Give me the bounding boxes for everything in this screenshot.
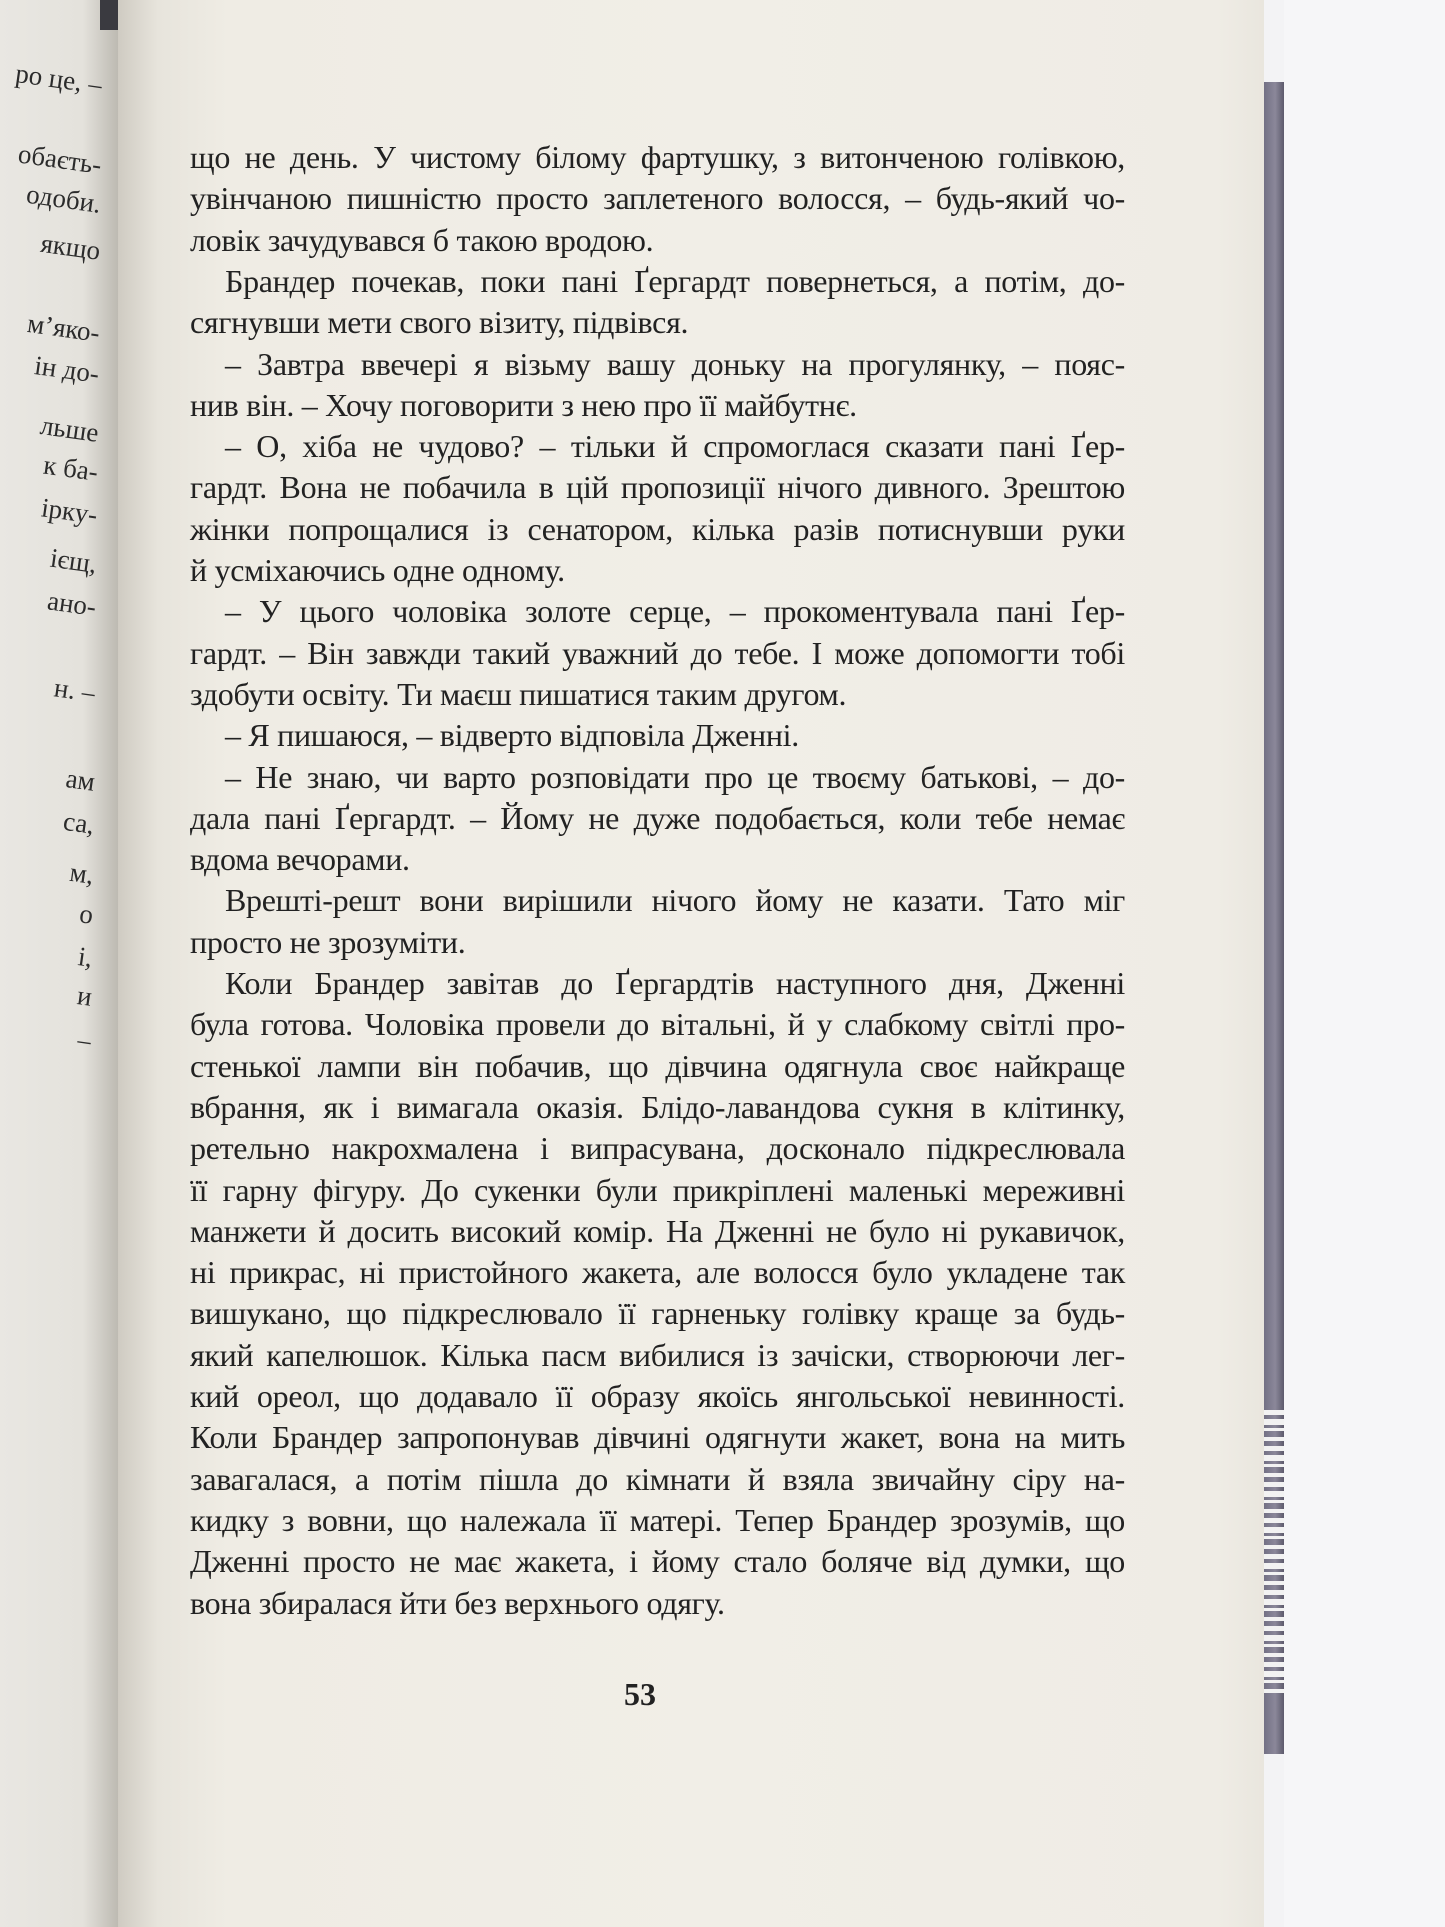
barcode-bar xyxy=(1262,1572,1284,1575)
left-page-fragment: ро це, – xyxy=(13,58,105,100)
left-page-fragment: якщо xyxy=(38,227,103,266)
left-page-fragment: н. – xyxy=(52,672,98,708)
page-number: 53 xyxy=(624,1676,656,1712)
barcode-bar xyxy=(1262,1482,1284,1487)
barcode-bar xyxy=(1262,1464,1284,1467)
barcode-bar xyxy=(1262,1599,1284,1605)
text-line: Коли Брандер запропонував дівчині одягнути жакет, вона на мить xyxy=(190,1419,1125,1456)
barcode-bar xyxy=(1262,1410,1284,1415)
barcode-bar xyxy=(1262,1581,1284,1585)
text-line: кий ореол, що додавало її образу якоїсь янгольської невинності. xyxy=(190,1378,1125,1414)
left-page-fragment: ірку- xyxy=(39,492,100,530)
barcode-bar xyxy=(1262,1635,1284,1641)
text-line: ні прикрас, ні пристойного жакета, але волосся було укладене так xyxy=(190,1254,1125,1291)
barcode-bar xyxy=(1262,1437,1284,1441)
text-line: який капелюшок. Кілька пасм вибилися із зачіски, створюючи лег- xyxy=(190,1336,1125,1373)
barcode-bar xyxy=(1262,1491,1284,1497)
left-page-fragment: са, xyxy=(61,805,97,840)
left-page-fragment: и xyxy=(75,980,94,1012)
barcode-bar xyxy=(1262,1680,1284,1683)
text-line: нив він. – Хочу поговорити з нею про її майбутнє. xyxy=(190,386,857,423)
text-line: ретельно накрохмалена і випрасувана, досконало підкреслювала xyxy=(190,1130,1125,1167)
text-line: манжети й досить високий комір. На Дженні не було ні рукавичок, xyxy=(190,1212,1125,1249)
text-line: кидку з вовни, що належала її матері. Тепер Брандер зрозумів, що xyxy=(190,1501,1125,1538)
barcode-bar xyxy=(1262,1626,1284,1631)
left-page-fragment: м, xyxy=(67,856,96,890)
barcode-bar xyxy=(1262,1428,1284,1431)
barcode-bar xyxy=(1262,1653,1284,1657)
left-page-fragment: ін до- xyxy=(32,350,102,389)
barcode-bar xyxy=(1262,1446,1284,1451)
left-page-fragment: ано- xyxy=(45,585,99,622)
text-line: вдома вечорами. xyxy=(190,841,410,878)
barcode-bar xyxy=(1262,1536,1284,1539)
barcode-bar xyxy=(1262,1500,1284,1503)
barcode-bar xyxy=(1262,1644,1284,1647)
text-line: стенької лампи він побачив, що дівчина одягнула своє найкраще xyxy=(190,1047,1125,1084)
text-line: – О, хіба не чудово? – тільки й спромоглася сказати пані Ґер- xyxy=(225,428,1125,465)
left-page-fragment: ам xyxy=(63,763,97,797)
text-line: – Не знаю, чи варто розповідати про це твоєму батькові, – до- xyxy=(225,758,1125,795)
text-line: її гарну фігуру. До сукенки були прикріплені маленькі мереживні xyxy=(190,1171,1125,1208)
text-line: була готова. Чоловіка провели до вітальні, й у слабкому світлі про- xyxy=(190,1006,1125,1043)
left-page-fragment: ієщ, xyxy=(48,542,99,579)
text-line: – Я пишаюся, – відверто відповіла Дженні. xyxy=(225,717,799,754)
left-page-fragment: обаєть- xyxy=(16,138,104,180)
text-line: увінчаною пишністю просто заплетеного волосся, – будь-який чо- xyxy=(190,180,1125,217)
left-page-fragment: і, xyxy=(76,941,95,973)
text-line: й усміхаючись одне одному. xyxy=(190,552,565,588)
text-line: сягнувши мети свого візиту, підвівся. xyxy=(190,304,689,341)
text-line: Дженні просто не має жакета, і йому стало боляче від думки, що xyxy=(190,1543,1125,1580)
left-page-fragment: льше xyxy=(38,410,101,448)
barcode-bar xyxy=(1262,1509,1284,1513)
barcode-bar xyxy=(1262,1563,1284,1569)
text-line: здобути освіту. Ти маєш пишатися таким другом. xyxy=(190,675,847,712)
text-line: вишукано, що підкреслювало її гарненьку голівку краще за будь- xyxy=(190,1295,1125,1332)
barcode-bar xyxy=(1262,1473,1284,1477)
barcode-bar xyxy=(1262,1617,1284,1621)
barcode-bar xyxy=(1262,1545,1284,1549)
text-line: гардт. – Він завжди такий уважний до тебе. І може допомогти тобі xyxy=(190,634,1125,671)
text-line: – У цього чоловіка золоте серце, – прокоментувала пані Ґер- xyxy=(225,593,1125,630)
text-line: гардт. Вона не побачила в цій пропозиції нічого дивного. Зрештою xyxy=(190,469,1125,506)
barcode-bar xyxy=(1262,1527,1284,1533)
text-line: завагалася, а потім пішла до кімнати й взяла звичайну сіру на- xyxy=(190,1460,1125,1497)
barcode-bar xyxy=(1262,1662,1284,1667)
left-page-fragment: к ба- xyxy=(41,449,100,487)
left-page-fragment: – xyxy=(75,1024,94,1056)
barcode-bar xyxy=(1262,1455,1284,1461)
text-line: Брандер почекав, поки пані Ґергардт повернеться, а потім, до- xyxy=(225,262,1125,299)
text-line: Врешті-решт вони вирішили нічого йому не казати. Тато міг xyxy=(225,882,1125,919)
text-line: дала пані Ґергардт. – Йому не дуже подобається, коли тебе немає xyxy=(190,799,1125,836)
text-line: вона збиралася йти без верхнього одягу. xyxy=(190,1584,725,1621)
text-line: просто не зрозуміти. xyxy=(190,923,466,960)
book-cover-edge xyxy=(1262,82,1284,1754)
barcode-bar xyxy=(1262,1590,1284,1595)
left-page-fragment: м’яко- xyxy=(25,308,102,348)
background xyxy=(1284,0,1445,1927)
text-line: що не день. У чистому білому фартушку, з витонченою голівкою, xyxy=(190,139,1125,175)
barcode-bar xyxy=(1262,1518,1284,1523)
barcode-bar xyxy=(1262,1419,1284,1425)
text-line: жінки попрощалися із сенатором, кілька разів потиснувши руки xyxy=(190,510,1125,547)
left-page-fragment: одоби. xyxy=(24,178,103,219)
text-line: Коли Брандер завітав до Ґергардтів наступного дня, Дженні xyxy=(225,965,1125,1001)
text-line: вбрання, як і вимагала оказія. Блідо-лавандова сукня в клітинку, xyxy=(190,1088,1125,1125)
barcode-bar xyxy=(1262,1689,1284,1693)
barcode-bar xyxy=(1262,1671,1284,1677)
text-line: – Завтра ввечері я візьму вашу доньку на прогулянку, – пояс- xyxy=(225,345,1125,382)
left-page-fragment: о xyxy=(77,898,96,930)
text-line: ловік зачудувався б такою вродою. xyxy=(190,221,654,258)
barcode-bar xyxy=(1262,1554,1284,1559)
barcode-bar xyxy=(1262,1608,1284,1611)
